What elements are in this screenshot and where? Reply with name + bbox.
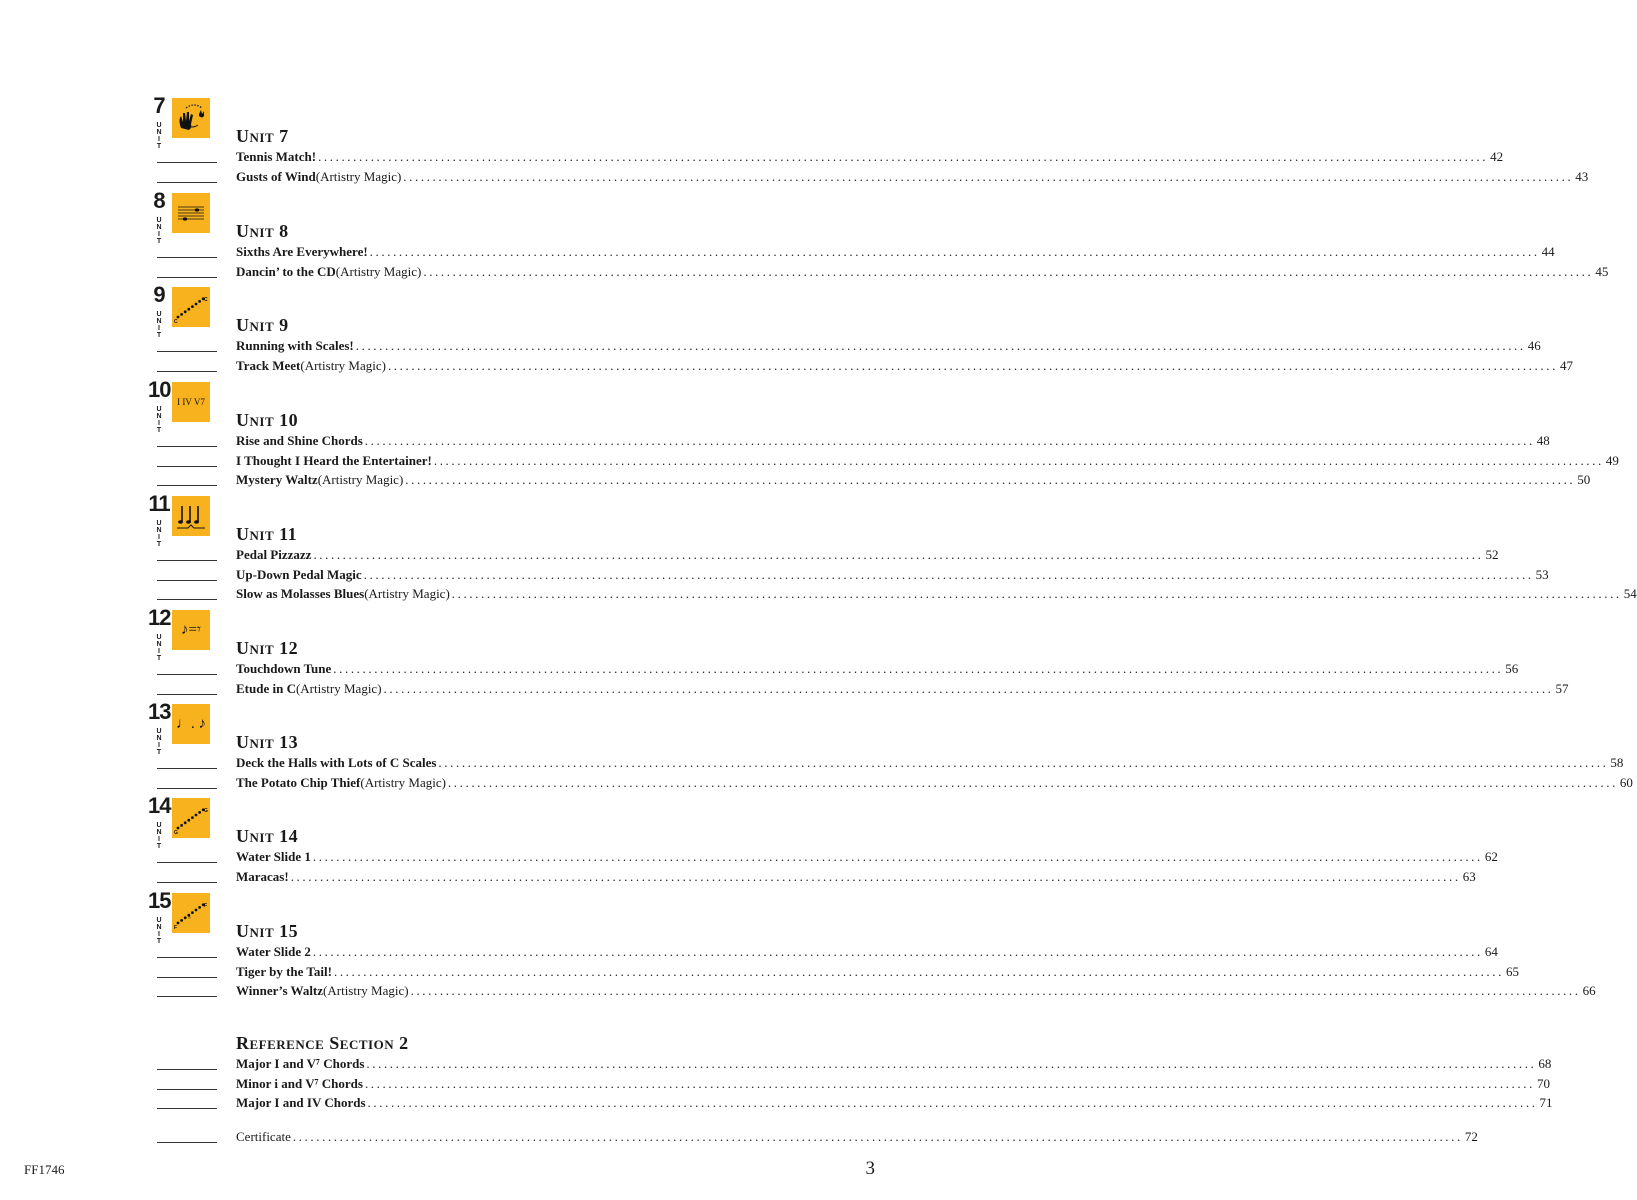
toc-entry[interactable] bbox=[236, 566, 1549, 584]
catalog-code: FF1746 bbox=[24, 1162, 65, 1177]
dot-leader: ........................................................................................................................................................................................................ bbox=[403, 168, 1574, 184]
icon-text: I IV V7 bbox=[177, 397, 205, 407]
entry-page-number: 66 bbox=[1582, 983, 1596, 998]
checkbox-line[interactable] bbox=[157, 162, 217, 163]
dot-leader: ........................................................................................................................................................................................................ bbox=[290, 868, 1461, 884]
entry-page-number: 46 bbox=[1527, 338, 1541, 353]
unit-label-vertical: U N I T bbox=[156, 634, 162, 662]
unit-number: 13 bbox=[148, 699, 171, 724]
unit-badge bbox=[148, 377, 210, 434]
unit-badge bbox=[148, 282, 210, 339]
entry-title: Dancin’ to the CD bbox=[236, 263, 336, 279]
reference-section-title: Reference Section 2 bbox=[236, 1033, 409, 1053]
entry-title: Water Slide 1 bbox=[236, 849, 311, 864]
toc-entry[interactable] bbox=[236, 168, 1589, 186]
dot-leader: ........................................................................................................................................................................................................ bbox=[333, 661, 1504, 676]
entry-title: Gusts of Wind bbox=[236, 168, 316, 184]
entry-page-number: 49 bbox=[1605, 452, 1619, 468]
svg-text:F: F bbox=[174, 925, 178, 931]
icon-text: ♩. ♪ bbox=[176, 715, 206, 732]
entry-page-number: 48 bbox=[1536, 433, 1550, 448]
entry-page-number: 57 bbox=[1555, 680, 1569, 696]
entry-page-number: 72 bbox=[1464, 1129, 1478, 1144]
entry-page-number: 52 bbox=[1485, 547, 1499, 562]
unit-label-vertical: U N I T bbox=[156, 217, 162, 245]
entry-title: Running with Scales! bbox=[236, 338, 354, 353]
unit-badge bbox=[148, 188, 210, 245]
unit-title: Unit 7 bbox=[236, 126, 289, 146]
f-scale-icon bbox=[172, 893, 210, 933]
checkbox-line[interactable] bbox=[157, 996, 217, 997]
dot-leader: ........................................................................................................................................................................................................ bbox=[405, 472, 1576, 487]
entry-page-number: 63 bbox=[1462, 868, 1476, 884]
entry-title: Water Slide 2 bbox=[236, 944, 311, 959]
dot-leader: ........................................................................................................................................................................................................ bbox=[333, 963, 1504, 979]
unit-number: 12 bbox=[148, 605, 171, 630]
svg-text:G: G bbox=[174, 830, 178, 836]
eighth-rest-icon bbox=[172, 610, 210, 650]
unit-label-vertical: U N I T bbox=[156, 406, 162, 434]
unit-number: 14 bbox=[148, 793, 171, 818]
toc-entry[interactable] bbox=[236, 263, 1609, 281]
entry-title: Track Meet bbox=[236, 357, 301, 373]
dot-leader: ........................................................................................................................................................................................................ bbox=[423, 263, 1594, 279]
unit-number: 11 bbox=[148, 491, 170, 516]
dot-leader: ........................................................................................................................................................................................................ bbox=[438, 755, 1609, 770]
checkbox-line[interactable] bbox=[157, 485, 217, 486]
unit-number: 8 bbox=[153, 188, 165, 213]
toc-entry[interactable] bbox=[236, 660, 1519, 678]
checkbox-line[interactable] bbox=[157, 257, 217, 258]
checkbox-line[interactable] bbox=[157, 977, 217, 978]
entry-title: Deck the Halls with Lots of C Scales bbox=[236, 755, 437, 770]
c-scale-icon bbox=[172, 287, 210, 327]
entry-title: Pedal Pizzazz bbox=[236, 547, 312, 562]
entry-page-number: 71 bbox=[1539, 1095, 1553, 1110]
entry-page-number: 58 bbox=[1610, 755, 1624, 770]
entry-title: Slow as Molasses Blues bbox=[236, 586, 365, 601]
toc-entry[interactable] bbox=[236, 432, 1550, 450]
checkbox-line[interactable] bbox=[157, 182, 217, 183]
dot-leader: ........................................................................................................................................................................................................ bbox=[355, 338, 1526, 353]
checkbox-line[interactable] bbox=[157, 882, 217, 883]
g-scale-icon bbox=[172, 798, 210, 838]
unit-badge bbox=[148, 699, 210, 756]
entry-page-number: 60 bbox=[1619, 774, 1633, 790]
icon-text: ♪=𝄾 bbox=[181, 622, 201, 638]
dot-leader: ........................................................................................................................................................................................................ bbox=[369, 244, 1540, 259]
entry-note: (Artistry Magic) bbox=[315, 168, 402, 184]
toc-entry[interactable] bbox=[236, 943, 1498, 961]
checkbox-line[interactable] bbox=[157, 371, 217, 372]
toc-entry[interactable] bbox=[236, 868, 1476, 886]
toc-entry[interactable] bbox=[236, 148, 1504, 166]
toc-entry[interactable] bbox=[236, 357, 1573, 375]
unit-title: Unit 14 bbox=[236, 826, 299, 846]
entry-page-number: 65 bbox=[1505, 963, 1519, 979]
entry-note: (Artistry Magic) bbox=[317, 472, 404, 487]
clapping-hands-icon bbox=[172, 98, 210, 138]
entry-page-number: 70 bbox=[1536, 1075, 1550, 1091]
entry-page-number: 62 bbox=[1484, 849, 1498, 864]
dot-leader: ........................................................................................................................................................................................................ bbox=[363, 566, 1534, 582]
svg-text:C: C bbox=[204, 297, 208, 303]
entry-page-number: 54 bbox=[1623, 586, 1637, 601]
toc-entry[interactable] bbox=[236, 1075, 1550, 1093]
entry-title: Tiger by the Tail! bbox=[236, 963, 332, 979]
entry-page-number: 64 bbox=[1484, 944, 1498, 959]
unit-badge bbox=[148, 491, 210, 548]
toc-entry[interactable] bbox=[236, 452, 1619, 470]
entry-title: Sixths Are Everywhere! bbox=[236, 244, 368, 259]
unit-title: Unit 12 bbox=[236, 638, 299, 658]
entry-title: Minor i and V⁷ Chords bbox=[236, 1075, 363, 1091]
unit-title: Unit 10 bbox=[236, 410, 299, 430]
toc-entry[interactable] bbox=[236, 963, 1519, 981]
unit-badge bbox=[148, 793, 210, 850]
entry-title: The Potato Chip Thief bbox=[236, 774, 361, 790]
entry-note: (Artistry Magic) bbox=[295, 680, 382, 696]
unit-title: Unit 8 bbox=[236, 221, 289, 241]
dot-leader: ........................................................................................................................................................................................................ bbox=[387, 357, 1558, 373]
checkbox-line[interactable] bbox=[157, 351, 217, 352]
dot-leader: ........................................................................................................................................................................................................ bbox=[364, 433, 1535, 448]
toc-entry[interactable] bbox=[236, 1094, 1553, 1112]
svg-text:C: C bbox=[174, 319, 178, 325]
dot-leader: ........................................................................................................................................................................................................ bbox=[433, 452, 1604, 468]
toc-entry[interactable] bbox=[236, 585, 1637, 603]
checkbox-line[interactable] bbox=[157, 1108, 217, 1109]
entry-title: Tennis Match! bbox=[236, 149, 317, 164]
page-number: 3 bbox=[865, 1158, 875, 1179]
unit-number: 15 bbox=[148, 888, 171, 913]
toc-entry[interactable] bbox=[236, 1055, 1552, 1073]
dot-leader: ........................................................................................................................................................................................................ bbox=[410, 983, 1581, 998]
toc-entry[interactable] bbox=[236, 680, 1569, 698]
entry-title: I Thought I Heard the Entertainer! bbox=[236, 452, 432, 468]
checkbox-line[interactable] bbox=[157, 599, 217, 600]
svg-text:F: F bbox=[204, 903, 208, 909]
entry-title: Up-Down Pedal Magic bbox=[236, 566, 362, 582]
entry-page-number: 44 bbox=[1541, 244, 1555, 259]
entry-page-number: 68 bbox=[1538, 1056, 1552, 1071]
entry-title: Certificate bbox=[236, 1129, 291, 1144]
toc-entry[interactable] bbox=[236, 774, 1633, 792]
svg-text:♭: ♭ bbox=[188, 915, 191, 921]
entry-title: Etude in C bbox=[236, 680, 296, 696]
entry-note: (Artistry Magic) bbox=[323, 983, 409, 998]
unit-number: 7 bbox=[153, 93, 165, 118]
unit-badge bbox=[148, 888, 210, 945]
chord-numerals-icon bbox=[172, 382, 210, 422]
unit-badge bbox=[148, 605, 210, 662]
toc-entry[interactable] bbox=[236, 546, 1499, 564]
entry-title: Mystery Waltz bbox=[236, 472, 318, 487]
toc-entry[interactable] bbox=[236, 243, 1555, 261]
unit-title: Unit 15 bbox=[236, 921, 299, 941]
unit-title: Unit 11 bbox=[236, 524, 298, 544]
unit-label-vertical: U N I T bbox=[156, 728, 162, 756]
entry-note: (Artistry Magic) bbox=[360, 774, 446, 790]
checkbox-line[interactable] bbox=[157, 580, 217, 581]
unit-badge bbox=[148, 93, 210, 150]
dot-leader: ........................................................................................................................................................................................................ bbox=[383, 680, 1554, 696]
checkbox-line[interactable] bbox=[157, 560, 217, 561]
toc-entry[interactable] bbox=[236, 848, 1498, 866]
entry-title: Major I and IV Chords bbox=[236, 1095, 366, 1110]
unit-title: Unit 13 bbox=[236, 732, 299, 752]
checkbox-line[interactable] bbox=[157, 446, 217, 447]
checkbox-line[interactable] bbox=[157, 1069, 217, 1070]
entry-title: Maracas! bbox=[236, 868, 289, 884]
unit-number: 9 bbox=[153, 282, 165, 307]
dot-leader: ........................................................................................................................................................................................................ bbox=[292, 1129, 1463, 1144]
dot-leader: ........................................................................................................................................................................................................ bbox=[312, 944, 1483, 959]
dot-leader: ........................................................................................................................................................................................................ bbox=[318, 149, 1489, 164]
unit-label-vertical: U N I T bbox=[156, 122, 162, 150]
entry-page-number: 45 bbox=[1595, 263, 1609, 279]
toc-entry[interactable] bbox=[236, 982, 1596, 1000]
checkbox-line[interactable] bbox=[157, 694, 217, 695]
staff-notes-icon bbox=[172, 193, 210, 233]
entry-title: Major I and V⁷ Chords bbox=[236, 1056, 365, 1071]
dot-leader: ........................................................................................................................................................................................................ bbox=[364, 1075, 1535, 1091]
dot-leader: ........................................................................................................................................................................................................ bbox=[367, 1095, 1538, 1110]
entry-page-number: 43 bbox=[1575, 168, 1589, 184]
entry-page-number: 42 bbox=[1490, 149, 1504, 164]
dotted-quarter-icon bbox=[172, 704, 210, 744]
entry-page-number: 56 bbox=[1505, 661, 1519, 676]
dot-leader: ........................................................................................................................................................................................................ bbox=[366, 1056, 1537, 1071]
entry-title: Winner’s Waltz bbox=[236, 983, 324, 998]
toc-entry[interactable] bbox=[236, 337, 1541, 355]
entry-title: Touchdown Tune bbox=[236, 661, 332, 676]
checkbox-line[interactable] bbox=[157, 277, 217, 278]
checkbox-line[interactable] bbox=[157, 788, 217, 789]
entry-page-number: 50 bbox=[1577, 472, 1591, 487]
checkbox-line[interactable] bbox=[157, 768, 217, 769]
unit-number: 10 bbox=[148, 377, 171, 402]
checkbox-line[interactable] bbox=[157, 862, 217, 863]
unit-label-vertical: U N I T bbox=[156, 311, 162, 339]
toc-entry[interactable] bbox=[236, 754, 1624, 772]
unit-label-vertical: U N I T bbox=[156, 520, 162, 548]
entry-page-number: 53 bbox=[1535, 566, 1549, 582]
toc-entry[interactable] bbox=[236, 471, 1591, 489]
entry-note: (Artistry Magic) bbox=[364, 586, 450, 601]
toc-entry[interactable] bbox=[236, 1128, 1478, 1146]
entry-note: (Artistry Magic) bbox=[335, 263, 422, 279]
unit-title: Unit 9 bbox=[236, 315, 289, 335]
svg-text:G: G bbox=[204, 808, 208, 814]
pedal-notes-icon bbox=[172, 496, 210, 536]
checkbox-line[interactable] bbox=[157, 674, 217, 675]
unit-label-vertical: U N I T bbox=[156, 822, 162, 850]
dot-leader: ........................................................................................................................................................................................................ bbox=[451, 586, 1622, 601]
dot-leader: ........................................................................................................................................................................................................ bbox=[313, 547, 1484, 562]
checkbox-line[interactable] bbox=[157, 957, 217, 958]
checkbox-line[interactable] bbox=[157, 1089, 217, 1090]
entry-page-number: 47 bbox=[1559, 357, 1573, 373]
checkbox-line[interactable] bbox=[157, 466, 217, 467]
dot-leader: ........................................................................................................................................................................................................ bbox=[447, 774, 1618, 790]
entry-note: (Artistry Magic) bbox=[300, 357, 386, 373]
entry-title: Rise and Shine Chords bbox=[236, 433, 363, 448]
dot-leader: ........................................................................................................................................................................................................ bbox=[312, 849, 1483, 864]
unit-label-vertical: U N I T bbox=[156, 917, 162, 945]
checkbox-line[interactable] bbox=[157, 1142, 217, 1143]
